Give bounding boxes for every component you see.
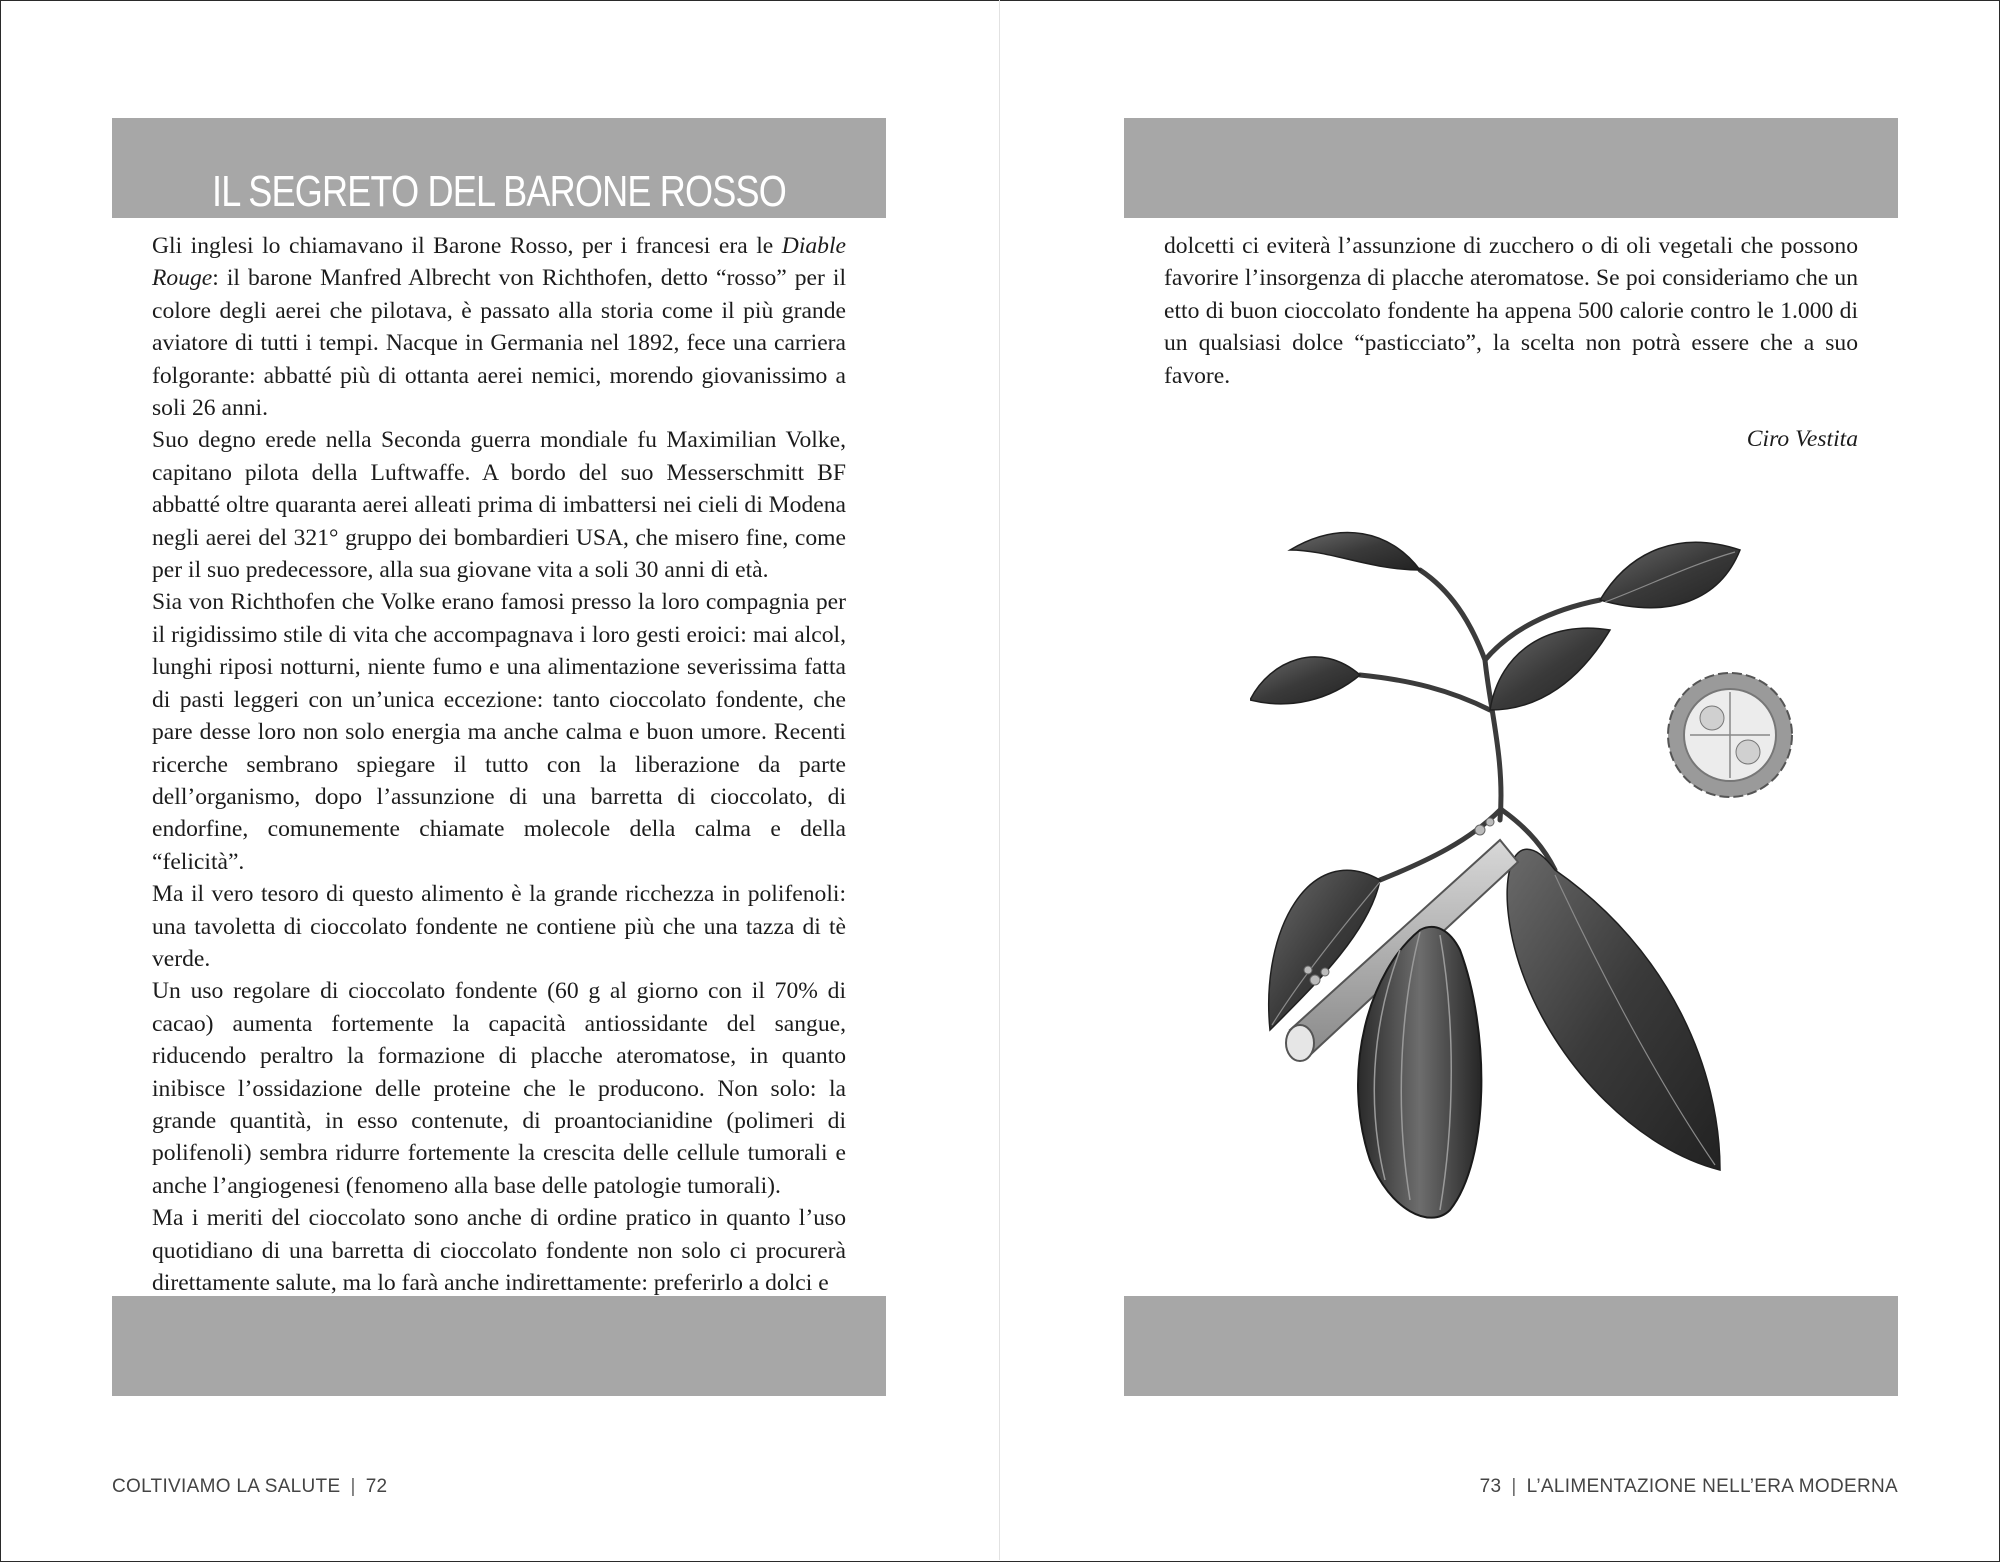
book-title: COLTIVIAMO LA SALUTE <box>112 1476 341 1497</box>
right-header-band <box>1124 118 1898 218</box>
left-header-band <box>112 118 886 218</box>
paragraph: dolcetti ci eviterà l’assunzione di zucchero o di oli vegetali che possono favorire l’insorgenza di placche ateromatose. Se poi consideriamo che un etto di buon cioccolato fondente ha appena 500 calorie contro le 1.000 di un qualsiasi dolce “pasticciato”, la scelta non potrà essere che a suo favore. <box>1164 233 1858 389</box>
page-number: 73 <box>1479 1476 1502 1497</box>
footer-separator: | <box>1511 1476 1517 1497</box>
text-span: Gli inglesi lo chiamavano il Barone Rosso, per i francesi era le <box>152 233 782 259</box>
paragraph: Ma il vero tesoro di questo alimento è la grande ricchezza in polifenoli: una tavoletta di cioccolato fondente ne contiene più che una tazza di tè verde. <box>152 881 846 972</box>
paragraph <box>152 230 846 424</box>
left-text-column <box>152 230 846 1299</box>
page-gutter <box>999 0 1000 1560</box>
right-text-column <box>1164 230 1858 392</box>
text-span: : il barone Manfred Albrecht von Richthofen, detto “rosso” per il colore degli aerei che pilotava, è passato alla storia come il più grande aviatore di tutti i tempi. Nacque in Germania nel 1892, fece una carriera folgorante: abbatté più di ottanta aerei nemici, morendo giovanissimo a soli 26 anni. <box>152 265 846 422</box>
paragraph: Suo degno erede nella Seconda guerra mondiale fu Maximilian Volke, capitano pilota della Luftwaffe. A bordo del suo Messerschmitt BF abbatté oltre quaranta aerei alleati prima di imbattersi nei cieli di Modena negli aerei del 321° gruppo dei bombardieri USA, che misero fine, come per il suo predecessore, alla sua giovane vita a soli 30 anni di età. <box>152 427 846 584</box>
italic-term: Diable Rouge <box>152 233 846 292</box>
left-running-footer <box>112 1476 387 1498</box>
right-footer-band <box>1124 1296 1898 1396</box>
page-number: 72 <box>365 1476 388 1497</box>
paragraph: Sia von Richthofen che Volke erano famosi presso la loro compagnia per il rigidissimo stile di vita che accompagnava i loro gesti eroici: mai alcol, lunghi riposi notturni, niente fumo e una alimentazione severissima fatta di pasti leggeri con un’unica eccezione: tanto cioccolato fondente, che pare desse loro non solo energia ma anche calma e buon umore. Recenti ricerche sembrano spiegare il tutto con la liberazione da parte dell’organismo, dopo l’assunzione di una barretta di cioccolato, di endorfine, comunemente chiamate molecole della calma e della “felicità”. <box>152 589 846 875</box>
right-running-footer <box>1480 1476 1898 1498</box>
cacao-plant-illustration <box>1250 510 1810 1230</box>
chapter-title: IL SEGRETO DEL BARONE ROSSO <box>211 167 786 217</box>
footer-separator: | <box>350 1476 356 1497</box>
author-signature: Ciro Vestita <box>1746 426 1858 452</box>
seed-section-icon <box>1668 673 1792 797</box>
paragraph: Un uso regolare di cioccolato fondente (60 g al giorno con il 70% di cacao) aumenta fortemente la capacità antiossidante del sangue, riducendo peraltro la formazione di placche ateromatose, in quanto inibisce l’ossidazione delle proteine che le producono. Non solo: la grande quantità, in esso contenute, di proantocianidine (polimeri di polifenoli) sembra ridurre fortemente la crescita delle cellule tumorali e anche l’angiogenesi (fenomeno alla base delle patologie tumorali). <box>152 978 846 1199</box>
left-footer-band <box>112 1296 886 1396</box>
chapter-running-title: L’ALIMENTAZIONE NELL’ERA MODERNA <box>1526 1476 1898 1497</box>
paragraph: Ma i meriti del cioccolato sono anche di ordine pratico in quanto l’uso quotidiano di una barretta di cioccolato fondente non solo ci procurerà direttamente salute, ma lo farà anche indirettamente: preferirlo a dolci e <box>152 1205 846 1296</box>
